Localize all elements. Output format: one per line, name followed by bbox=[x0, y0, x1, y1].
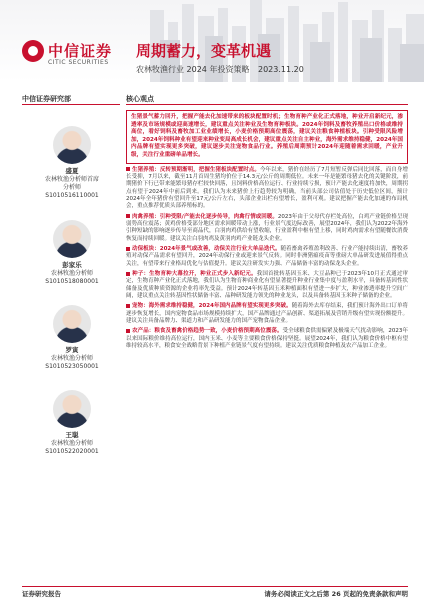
report-date: 2023.11.20 bbox=[258, 65, 304, 74]
paragraph-lead: 宠物：海外需求维持稳健，2024年国内品牌有望实现更多突破。 bbox=[132, 303, 292, 310]
paragraph-text: 受全球粮食供需偏紧及极端天气扰动影响，2023年以来国际粮价维持高位运行，国内玉米、小麦等主要粮食价格保持坚挺。展望2024年，我们认为粮食价格中枢有望维持较高水平，粮食安全战略背景下种植产业链景气度有望持续。建议关注优质粮食种植及农产品加工企业。 bbox=[126, 328, 408, 350]
research-dept-heading: 中信证券研究部 bbox=[22, 95, 71, 103]
core-views-section bbox=[126, 94, 408, 350]
bullet-square-icon bbox=[126, 329, 130, 333]
paragraph-lead: 农产品：粮食及畜禽价格趋势一致，小麦价格预期高位震荡。 bbox=[132, 328, 283, 335]
paragraph-text: 2023年由于父母代存栏处高位，白鸡产业链价格呈现弱势高位震荡；黄鸡价格受部分地区需求回暖带动上涨，行业景气度边际改善，展望2024年，我们认为2022年海外引种短缺的影响逐步传导至商品代，白羽肉鸡供给有望收缩，行业盈利中枢有望上移，同时鸡肉需求有望随餐饮消费恢复而持续回暖。建议关注白羽肉鸡及黄羽肉鸡产业链龙头企业。 bbox=[126, 213, 408, 242]
report-title: 周期蓄力，变革机遇 bbox=[136, 42, 272, 60]
analyst-cert: S1010522020001 bbox=[45, 448, 99, 455]
bullet-square-icon bbox=[126, 167, 130, 171]
bullet-square-icon bbox=[126, 247, 130, 251]
paragraph-text: 今年以来，猪价在经历了7月短暂反弹后同比回落，而自身增长受抑，7月以来，截至11月首周生猪均价位于14.3元/公斤的周期低位。未来一年是能繁母猪去化的关键阶段，前期猪价下行已带来能繁母猪存栏较快回落，且饲料价格高位运行、行业持续亏损，预计产能去化速度将加快，周期拐点有望于2024年中前后到来。我们认为未来猪价上行趋势较为明确，当前头部公司估值处于历史低位区间，预计2024年全年猪价有望回升至17元/公斤左右，头部企业出栏有望增长，盈利可观。建议把握产能去化加速的布局机会，重点推荐优质头部养殖标的。 bbox=[126, 166, 408, 210]
paragraph-seeds bbox=[126, 271, 408, 300]
avatar bbox=[53, 126, 91, 164]
citic-logo-icon bbox=[22, 40, 44, 62]
footer-report-type: 证券研究报告 bbox=[22, 590, 61, 598]
analyst-role: 农林牧渔分析师 bbox=[50, 270, 93, 277]
analyst-name: 彭家乐 bbox=[62, 261, 82, 269]
summary-box: 生猪景气蓄力回升，把握产能去化加速带来的板块配置时机；生物育种产业化正式落地，种业开启新纪元，渗透率及市场规模或迎高速增长，建议重点关注种业及生物育种板块。2024年饲料及畜牧养殖出口价格或维持高位，看好饲料及畜牧加工业业绩增长，小麦价格预期高位震荡，建议关注粮食种植板块。引种受限风险增加，2024年饲料种业有望迎来种业变局高成长机会，建议重点关注自主种业，海外需求维持稳健，2024年国内品牌有望实现更多突破，建议逐步关注宠物食品行业。养殖后周期预计2024年迎随着需求回暖，产业升级，关注行业重磅单品增长。 bbox=[126, 110, 408, 164]
paragraph-lead: 种子：生物育种大幕拉开，种业正式步入新纪元。 bbox=[132, 271, 257, 278]
report-industry: 农林牧渔行业 2024 年投资策略 bbox=[136, 65, 250, 74]
paragraph-hog bbox=[126, 167, 408, 211]
brand-name-cn: 中信证券 bbox=[48, 42, 113, 60]
report-header bbox=[0, 0, 424, 82]
analyst-cert: S1010523050001 bbox=[45, 363, 99, 370]
brand-name-en: CITIC SECURITIES bbox=[48, 59, 109, 66]
paragraph-poultry bbox=[126, 214, 408, 243]
analyst-sidebar bbox=[22, 94, 122, 108]
paragraph-animal-health bbox=[126, 246, 408, 268]
paragraph-lead: 生猪养殖：反转预期渐明，把握生猪板块配置时点。 bbox=[132, 166, 260, 173]
avatar bbox=[53, 305, 91, 343]
paragraph-text: 随着海外去库存结束，我们预计海外出口订单将逐步恢复增长，国内宠物食品市场规模持续扩大，国产品牌通过产品创新、渠道拓展及营销升级有望实现份额提升。建议关注具备品牌力、渠道力和产品研发能力的国产宠物食品企业。 bbox=[126, 303, 408, 325]
analyst-role: 农林牧渔分析师 bbox=[50, 440, 93, 447]
analyst-role: 农林牧渔分析师首席 bbox=[44, 176, 99, 183]
analyst-name: 罗寅 bbox=[65, 346, 79, 354]
paragraph-lead: 动保板块：2024年景气或改善，动保关注行业大单品迭代。 bbox=[132, 246, 281, 252]
avatar bbox=[53, 220, 91, 258]
paragraph-lead: 肉禽养殖：引种受限/产能去化逐步传导，肉禽行情或回暖。 bbox=[132, 213, 278, 220]
core-views-heading: 核心观点 bbox=[126, 95, 154, 103]
analyst-name: 盛夏 bbox=[65, 167, 79, 175]
analyst-cert: S1010518080001 bbox=[45, 278, 99, 285]
analyst-card bbox=[22, 390, 122, 456]
paragraph-text: 我国首批转基因玉米、大豆品种已于2023年10月正式通过审定，生物育种产业化正式落地，我们认为生物育种商业化有望显著提升种业行业集中度与盈利水平，具备转基因性状储备及优质种质资源的企业将率先受益。预计2024年转基因玉米种植面积有望进一步扩大，种业渗透率提升空间广阔，建议重点关注转基因性状储备丰富、品种研发能力领先的种业龙头，以及具备转基因玉米种子储备的企业。 bbox=[126, 271, 408, 300]
analyst-card bbox=[22, 126, 122, 200]
analyst-role-2: 分析师 bbox=[62, 184, 81, 191]
analyst-role: 农林牧渔分析师 bbox=[50, 355, 93, 362]
report-subtitle bbox=[136, 64, 304, 75]
analyst-card bbox=[22, 305, 122, 371]
footer-divider bbox=[22, 586, 408, 587]
bullet-square-icon bbox=[126, 304, 130, 308]
bullet-square-icon bbox=[126, 272, 130, 276]
paragraph-text: 随着畜禽养殖盈利改善、行业产能持续出清，畜牧养殖对动保产品需求有望回升，2024年动保行业或迎来景气反转。同时非洲猪瘟疫苗等重磅大单品研发进展值得重点关注，有望带来行业格局优化与估值提升。建议关注研发实力强、产品储备丰富的动保龙头企业。 bbox=[126, 246, 408, 267]
avatar bbox=[53, 390, 91, 428]
paragraph-pet bbox=[126, 303, 408, 325]
bullet-square-icon bbox=[126, 214, 130, 218]
analyst-name: 王聪 bbox=[65, 431, 79, 439]
footer-disclaimer: 请务必阅读正文之后第 26 页起的免责条款和声明 bbox=[264, 590, 408, 598]
paragraph-agri-products bbox=[126, 328, 408, 350]
analyst-card bbox=[22, 220, 122, 286]
analyst-cert: S1010516110001 bbox=[45, 192, 99, 199]
